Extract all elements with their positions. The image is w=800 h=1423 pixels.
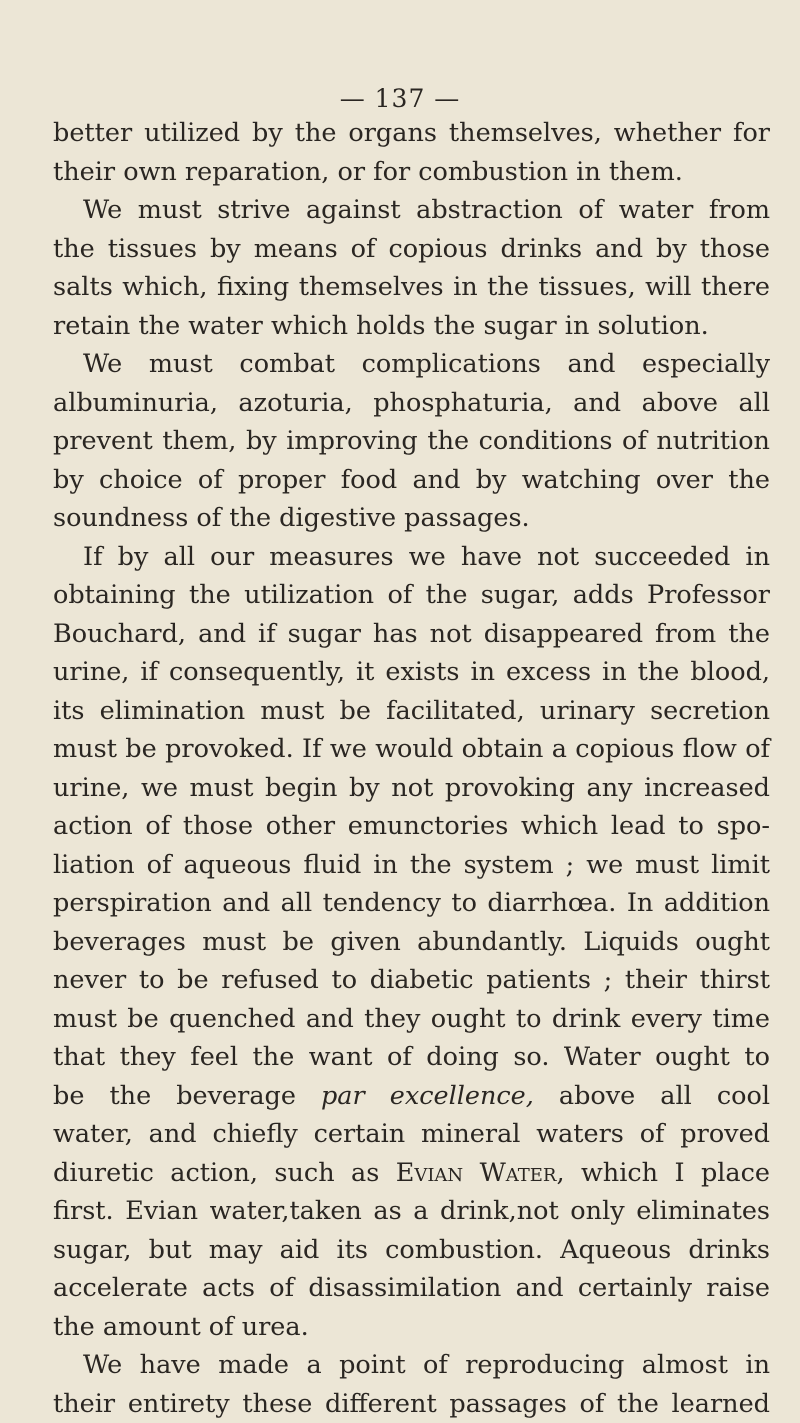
- text-segment: which I place: [565, 1158, 770, 1188]
- text-line: retain the water which holds the sugar in solution.: [53, 307, 770, 346]
- text-line: Bouchard, and if sugar has not disappeared from the: [53, 615, 770, 654]
- text-line: action of those other emunctories which lead to spo-: [53, 807, 770, 846]
- text-line: that they feel the want of doing so. Water ought to: [53, 1038, 770, 1077]
- text-line: obtaining the utilization of the sugar, adds Professor: [53, 576, 770, 615]
- text-line: soundness of the digestive passages.: [53, 499, 770, 538]
- text-line: sugar, but may aid its combustion. Aqueous drinks: [53, 1231, 770, 1270]
- text-line: first. Evian water,taken as a drink,not only eliminates: [53, 1192, 770, 1231]
- text-line: their entirety these different passages of the learned: [53, 1385, 770, 1423]
- text-line: liation of aqueous fluid in the system ; we must limit: [53, 846, 770, 885]
- text-line: salts which, fixing themselves in the tissues, will there: [53, 268, 770, 307]
- text-line: by choice of proper food and by watching over the: [53, 461, 770, 500]
- text-line: prevent them, by improving the conditions of nutrition: [53, 422, 770, 461]
- text-line: never to be refused to diabetic patients ; their thirst: [53, 961, 770, 1000]
- text-line: must be provoked. If we would obtain a copious flow of: [53, 730, 770, 769]
- text-line: We must combat complications and especially: [53, 345, 770, 384]
- page-number: — 137 —: [0, 84, 800, 114]
- text-line: If by all our measures we have not succeeded in: [53, 538, 770, 577]
- text-line: their own reparation, or for combustion in them.: [53, 153, 770, 192]
- text-line: accelerate acts of disassimilation and certainly raise: [53, 1269, 770, 1308]
- text-line: [53, 1077, 770, 1116]
- text-segment: above all cool: [534, 1081, 770, 1111]
- text-line: its elimination must be facilitated, urinary secretion: [53, 692, 770, 731]
- smallcaps-phrase: Evian Water,: [396, 1158, 565, 1188]
- text-line: urine, we must begin by not provoking any increased: [53, 769, 770, 808]
- text-line: albuminuria, azoturia, phosphaturia, and above all: [53, 384, 770, 423]
- text-line: must be quenched and they ought to drink every time: [53, 1000, 770, 1039]
- text-segment: be the beverage: [53, 1081, 321, 1111]
- italic-phrase: par excellence,: [321, 1081, 534, 1111]
- text-line: the amount of urea.: [53, 1308, 770, 1347]
- text-line: We have made a point of reproducing almost in: [53, 1346, 770, 1385]
- text-line: perspiration and all tendency to diarrhœa. In addition: [53, 884, 770, 923]
- text-line: better utilized by the organs themselves, whether for: [53, 114, 770, 153]
- text-line: [53, 1154, 770, 1193]
- text-line: water, and chiefly certain mineral waters of proved: [53, 1115, 770, 1154]
- text-line: urine, if consequently, it exists in excess in the blood,: [53, 653, 770, 692]
- body-text: [53, 114, 770, 1423]
- text-line: We must strive against abstraction of water from: [53, 191, 770, 230]
- text-line: the tissues by means of copious drinks and by those: [53, 230, 770, 269]
- text-line: beverages must be given abundantly. Liquids ought: [53, 923, 770, 962]
- text-segment: diuretic action, such as: [53, 1158, 396, 1188]
